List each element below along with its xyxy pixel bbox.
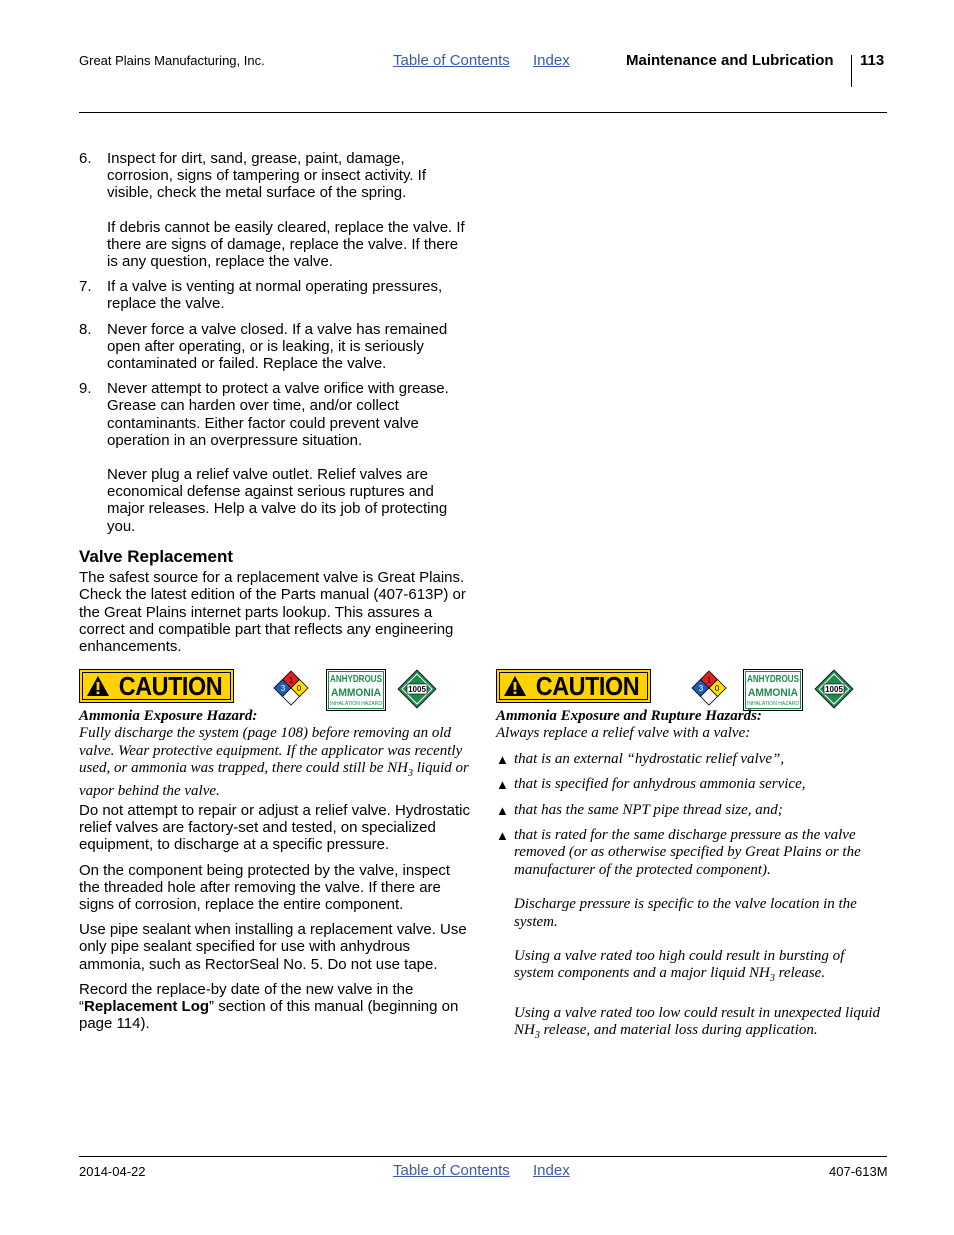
header-index-link[interactable]: Index: [533, 52, 570, 69]
step-7: [79, 278, 471, 312]
paragraph-sealant: Use pipe sealant when installing a replacement valve. Use only pipe sealant specified for use with anhydrous ammonia, such as RectorSeal No. 5. Do not use tape.: [79, 921, 467, 973]
triangle-bullet-icon: ▲: [496, 777, 509, 793]
bullet-item: ▲ that is an external “hydrostatic relief valve”,: [496, 750, 785, 767]
label-line-1: ANHYDROUS: [747, 674, 800, 685]
caution-left-text: [79, 708, 471, 800]
un-number: 1005: [408, 685, 426, 694]
step-number: 8.: [79, 320, 92, 338]
caution-right-text: [496, 708, 886, 1045]
caution-sign: [79, 669, 234, 703]
footer-rule: [79, 1156, 887, 1157]
triangle-bullet-icon: ▲: [496, 802, 509, 818]
page-number: 113: [860, 52, 885, 69]
caution-sign: [496, 669, 651, 703]
triangle-bullet-icon: ▲: [496, 751, 509, 767]
company-name: Great Plains Manufacturing, Inc.: [79, 53, 265, 68]
triangle-bullet-icon: ▲: [496, 828, 509, 844]
header-toc-link[interactable]: Table of Contents: [393, 52, 510, 69]
step-6: [79, 150, 471, 270]
step-number: 9.: [79, 380, 92, 398]
label-line-2: AMMONIA: [331, 687, 382, 699]
label-line-2: AMMONIA: [748, 687, 799, 699]
section-title: Maintenance and Lubrication: [626, 52, 834, 69]
step-text: If debris cannot be easily cleared, replace the valve. If there are signs of damage, replace the valve. If there is any question, replace the valve.: [107, 218, 465, 271]
bullet-item: ▲ that has the same NPT pipe thread size, and;: [496, 801, 783, 818]
un-placard-icon: [814, 669, 854, 709]
footer-toc-link[interactable]: Table of Contents: [393, 1162, 510, 1179]
step-8: [79, 321, 471, 373]
valve-replacement-heading: Valve Replacement: [79, 547, 234, 566]
nfpa-health: 3: [698, 684, 704, 693]
left-column-steps: [79, 150, 471, 543]
warning-triangle-icon: [86, 675, 110, 697]
nfpa-flammability: 1: [288, 676, 294, 685]
note-too-high: Using a valve rated too high could result in bursting of system components and a major liquid $NH_3$ release.: [514, 948, 845, 985]
caution-banner-right: [496, 669, 651, 703]
nfpa-reactivity: 0: [714, 684, 720, 693]
step-text: Never plug a relief valve outlet. Relief valves are economical defense against serious ruptures and major releases. Help a valve do its job of protecting you.: [107, 466, 448, 535]
step-text: Inspect for dirt, sand, grease, paint, damage, corrosion, signs of tampering or insect activity. If visible, check the metal surface of the spring.: [107, 150, 427, 202]
valve-replacement-section: [79, 548, 471, 663]
caution-word: CAUTION: [118, 670, 222, 701]
caution-banner-left: [79, 669, 234, 703]
step-text: Never attempt to protect a valve orifice with grease. Grease can harden over time, and/or collect contaminants. Either factor could prevent valve operation in an overpressure situation.: [107, 380, 449, 449]
left-column-after-caution: [79, 802, 471, 1040]
caution-left-title: Ammonia Exposure Hazard:: [79, 708, 258, 724]
warning-triangle-icon: [503, 675, 527, 697]
un-number: 1005: [825, 685, 843, 694]
caution-left-body: Fully discharge the system (page 108) before removing an old valve. Wear protective equipment. If the applicator was recently used, or ammonia was trapped, there could still be $NH_3$ liquid or vapor behind the valve.: [79, 725, 469, 799]
nfpa-flammability: 1: [706, 676, 712, 685]
header-rule: [79, 112, 887, 113]
caution-right-intro: Always replace a relief valve with a valve:: [496, 725, 751, 742]
nfpa-health: 3: [280, 684, 286, 693]
header-divider: [851, 55, 852, 87]
caution-word: CAUTION: [535, 670, 639, 701]
footer-index-link[interactable]: Index: [533, 1162, 570, 1179]
nfpa-diamond-icon: [691, 670, 727, 706]
anhydrous-ammonia-label-icon: [743, 669, 803, 711]
anhydrous-ammonia-label-icon: [326, 669, 386, 711]
paragraph-inspect: On the component being protected by the valve, inspect the threaded hole after removing the valve. If there are signs of corrosion, replace the entire component.: [79, 861, 451, 914]
step-text: If a valve is venting at normal operating pressures, replace the valve.: [107, 278, 443, 313]
nfpa-diamond-icon: [273, 670, 309, 706]
steps-list: [79, 150, 471, 535]
footer-date: 2014-04-22: [79, 1164, 146, 1179]
step-text: Never force a valve closed. If a valve has remained open after operating, or is leaking, it is seriously contaminated or failed. Replace the valve.: [107, 320, 448, 373]
label-line-3: INHALATION HAZARD: [747, 701, 800, 707]
step-9: [79, 380, 471, 535]
label-line-1: ANHYDROUS: [330, 674, 383, 685]
valve-replacement-intro: The safest source for a replacement valve is Great Plains. Check the latest edition of the Parts manual (407-613P) or the Great Plains internet parts lookup. This assures a correct and compatible part that reflects any engineering enhancements.: [79, 569, 466, 656]
paragraph-record: Record the replace-by date of the new valve in the “Replacement Log” section of this manual (beginning on page 114).: [79, 980, 459, 1033]
step-number: 6.: [79, 150, 92, 167]
un-placard-icon: [397, 669, 437, 709]
footer-doc-number: 407-613M: [829, 1164, 888, 1179]
bullet-item: ▲ that is specified for anhydrous ammonia service,: [496, 776, 806, 793]
note-discharge: Discharge pressure is specific to the valve location in the system.: [514, 896, 857, 930]
note-too-low: Using a valve rated too low could result in unexpected liquid $NH_3$ release, and material loss during application.: [514, 1004, 881, 1042]
paragraph-repair: Do not attempt to repair or adjust a relief valve. Hydrostatic relief valves are factory-set and tested, on specialized equipment, to discharge at a specific pressure.: [79, 802, 471, 854]
nfpa-reactivity: 0: [296, 684, 302, 693]
step-number: 7.: [79, 278, 92, 296]
bullet-item: ▲ that is rated for the same discharge pressure as the valve removed (or as otherwise specified by Great Plains or the manufacturer of the protected component).: [496, 827, 861, 878]
label-line-3: INHALATION HAZARD: [330, 701, 383, 707]
caution-right-title: Ammonia Exposure and Rupture Hazards:: [496, 708, 762, 724]
